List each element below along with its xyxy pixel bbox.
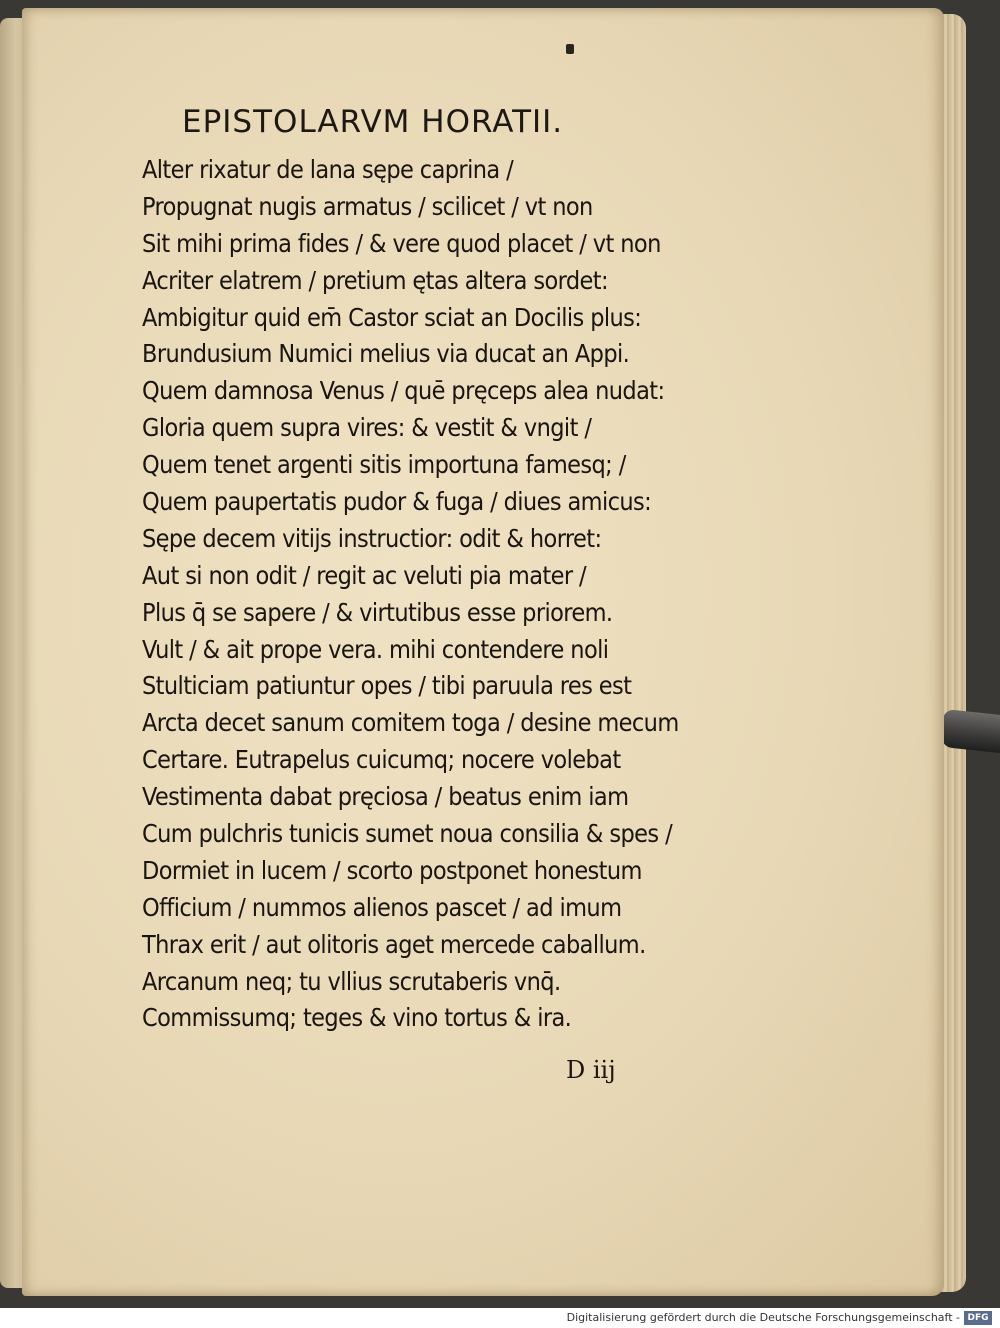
verse-line: Thrax erit / aut olitoris aget mercede caballum.	[142, 929, 646, 959]
bookmark-tab	[940, 709, 1000, 753]
verse-line: Gloria quem supra vires: & vestit & vngit /	[142, 413, 592, 443]
verse-line: Sit mihi prima fides / & vere quod placet / vt non	[142, 228, 661, 258]
verse-line: Commissumq; teges & vino tortus & ira.	[142, 1003, 572, 1033]
verse-line: Vult / & ait prope vera. mihi contendere noli	[142, 634, 609, 664]
footer-bar	[0, 1308, 1000, 1328]
verse-line: Ambigitur quid em̄ Castor sciat an Docilis plus:	[142, 302, 642, 332]
verse-line: Plus q̄ se sapere / & virtutibus esse priorem.	[142, 597, 613, 627]
verse-line: Aut si non odit / regit ac veluti pia mater /	[142, 560, 587, 590]
verse-line: Quem tenet argenti sitis importuna famesq; /	[142, 450, 626, 480]
verse-line: Quem damnosa Venus / quē pręceps alea nudat:	[142, 376, 665, 406]
verse-line: Certare. Eutrapelus cuicumq; nocere volebat	[142, 745, 621, 775]
verse-line: Alter rixatur de lana sępe caprina /	[142, 155, 514, 184]
verse-line: Dormiet in lucem / scorto postponet honestum	[142, 855, 642, 885]
ink-mark	[566, 44, 574, 54]
verse-line: Quem paupertatis pudor & fuga / diues amicus:	[142, 487, 652, 517]
verse-line: Brundusium Numici melius via ducat an Appi.	[142, 339, 630, 369]
verse-line: Officium / nummos alienos pascet / ad imum	[142, 892, 622, 922]
funding-credit: Digitalisierung gefördert durch die Deutsche Forschungsgemeinschaft -	[566, 1311, 960, 1324]
dfg-logo-icon: DFG	[964, 1311, 992, 1325]
verse-line: Acriter elatrem / pretium ętas altera sordet:	[142, 265, 608, 295]
running-head: EPISTOLARVM HORATII.	[182, 104, 564, 140]
verse-line: Vestimenta dabat pręciosa / beatus enim iam	[142, 782, 629, 812]
verse-block	[142, 152, 702, 1072]
verse-line: Arcta decet sanum comitem toga / desine mecum	[142, 708, 679, 738]
signature-mark: D iij	[566, 1056, 616, 1084]
verse-line: Sępe decem vitijs instructior: odit & horret:	[142, 523, 602, 553]
verse-line: Propugnat nugis armatus / scilicet / vt non	[142, 191, 593, 221]
verse-line: Stulticiam patiuntur opes / tibi paruula res est	[142, 671, 632, 701]
verse-line: Arcanum neq; tu vllius scrutaberis vnq̄.	[142, 966, 561, 996]
verse-line: Cum pulchris tunicis sumet noua consilia & spes /	[142, 819, 673, 849]
